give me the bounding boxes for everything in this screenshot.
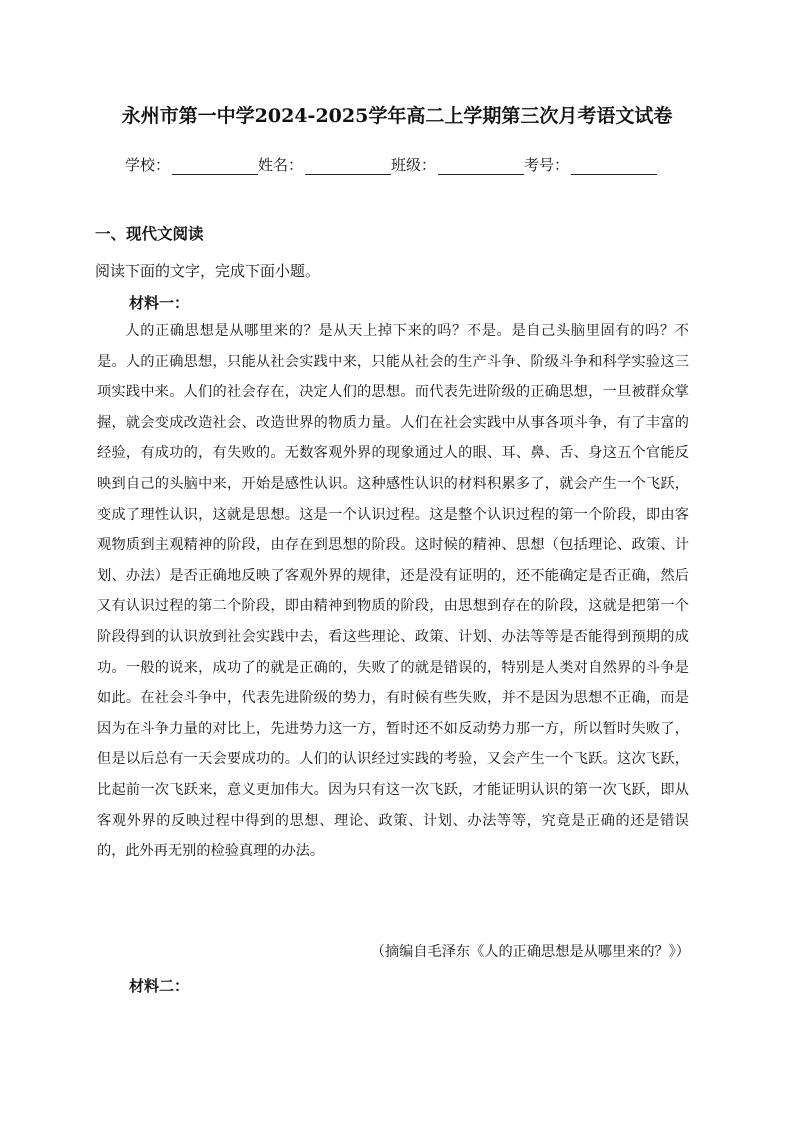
material-1-passage: 人的正确思想是从哪里来的？是从天上掉下来的吗？不是。是自己头脑里固有的吗？不是。人的正确思想，只能从社会实践中来，只能从社会的生产斗争、阶级斗争和科学实验这三项实践中来。人们的社会存在，决定人们的思想。而代表先进阶级的正确思想，一旦被群众掌握，就会变成改造社会、改造世界的物质力量。人们在社会实践中从事各项斗争，有了丰富的经验，有成功的，有失败的。无数客观外界的现象通过人的眼、耳、鼻、舌、身这五个官能反映到自己的头脑中来，开始是感性认识。这种感性认识的材料积累多了，就会产生一个飞跃，变成了理性认识，这就是思想。这是一个认识过程。这是整个认识过程的第一个阶段，即由客观物质到主观精神的阶段，由存在到思想的阶段。这时候的精神、思想（包括理论、政策、计划、办法）是否正确地反映了客观外界的规律，还是没有证明的，还不能确定是否正确，然后又有认识过程的第二个阶段，即由精神到物质的阶段，由思想到存在的阶段，这就是把第一个阶段得到的认识放到社会实践中去，看这些理论、政策、计划、办法等等是否能得到预期的成功。一般的说来，成功了的就是正确的，失败了的就是错误的，特别是人类对自然界的斗争是如此。在社会斗争中，代表先进阶级的势力，有时候有些失败，并不是因为思想不正确，而是因为在斗争力量的对比上，先进势力这一方，暂时还不如反动势力那一方，所以暂时失败了，但是以后总有一天会要成功的。人们的认识经过实践的考验，又会产生一个飞跃。这次飞跃，比起前一次飞跃来，意义更加伟大。因为只有这一次飞跃，才能证明认识的第一次飞跃，即从客观外界的反映过程中得到的思想、理论、政策、计划、办法等等，究竟是正确的还是错误的，此外再无别的检验真理的办法。 [97, 323, 689, 860]
class-label: 班级： [391, 156, 437, 174]
material-1-label: 材料一： [129, 294, 190, 312]
name-field [258, 154, 391, 175]
name-blank[interactable] [305, 157, 391, 175]
exam-number-label: 考号： [524, 156, 570, 174]
class-field [391, 154, 524, 175]
material-2-label: 材料二： [129, 977, 190, 995]
exam-number-blank[interactable] [571, 157, 657, 175]
school-blank[interactable] [172, 157, 258, 175]
exam-title: 永州市第一中学2024-2025学年高二上学期第三次月考语文试卷 [121, 105, 673, 127]
material-1-source: （摘编自毛泽东《人的正确思想是从哪里来的？》） [370, 944, 690, 960]
name-label: 姓名： [258, 156, 304, 174]
school-label: 学校： [125, 156, 171, 174]
exam-number-field [524, 154, 657, 175]
section-heading: 一、现代文阅读 [95, 225, 204, 243]
reading-instruction: 阅读下面的文字，完成下面小题。 [95, 262, 321, 280]
student-info-row [125, 153, 657, 175]
school-field [125, 154, 258, 175]
class-blank[interactable] [438, 157, 524, 175]
